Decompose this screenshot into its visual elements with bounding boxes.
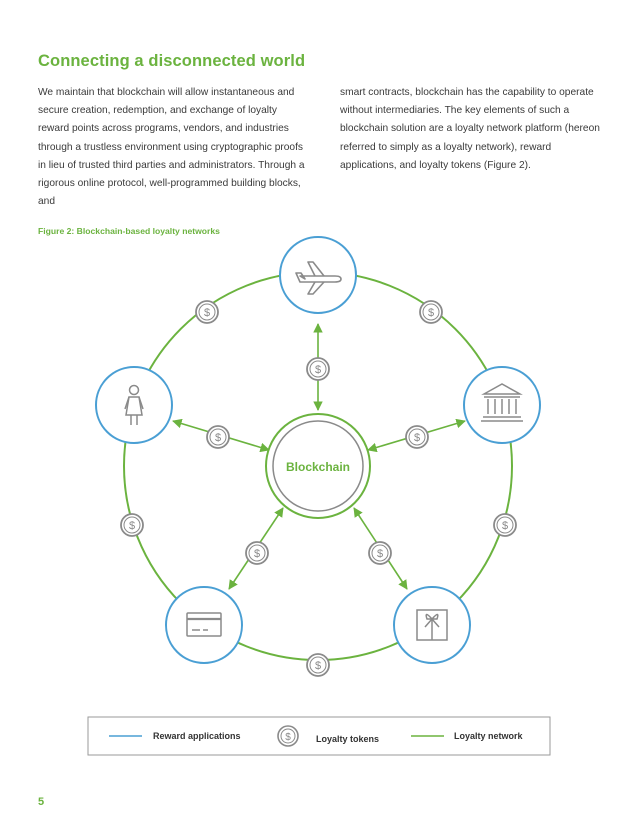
- loyalty-token: [121, 514, 143, 536]
- legend-loyalty-network: Loyalty network: [454, 731, 523, 741]
- paragraph-left: We maintain that blockchain will allow instantaneous and secure creation, redemption, and exchange of loyalty reward points across programs, vendors, and industries through a trustless environment using cryptographic proofs in lieu of trusted third parties and administrators. Through a rigorous online protocol, well-programmed building blocks, and: [38, 87, 305, 208]
- token-symbol: $: [314, 660, 322, 672]
- blockchain-hub: [266, 414, 370, 518]
- legend: [88, 717, 550, 755]
- token-symbol: $: [253, 548, 261, 560]
- loyalty-token: [207, 426, 229, 448]
- loyalty-token: [369, 542, 391, 564]
- paragraph-right: smart contracts, blockchain has the capability to operate without intermediaries. The key elements of such a blockchain solution are a loyalty network platform (hereon referred to simply as a loyalty network), reward applications, and loyalty tokens (Figure 2).: [340, 87, 600, 171]
- loyalty-token: [246, 542, 268, 564]
- loyalty-token: [196, 301, 218, 323]
- node-airline: [280, 237, 356, 313]
- token-symbol: $: [501, 520, 509, 532]
- blockchain-label: Blockchain: [285, 460, 351, 474]
- page-number: 5: [38, 796, 45, 808]
- token-symbol: $: [128, 520, 136, 532]
- node-bank: [464, 367, 540, 443]
- legend-loyalty-tokens: Loyalty tokens: [316, 734, 380, 744]
- legend-token-symbol: $: [285, 732, 291, 743]
- loyalty-token: [494, 514, 516, 536]
- loyalty-token: [307, 654, 329, 676]
- node-card: [166, 587, 242, 663]
- token-symbol: $: [214, 432, 222, 444]
- loyalty-token: [307, 358, 329, 380]
- legend-token-icon: [278, 726, 298, 746]
- legend-reward-applications: Reward applications: [153, 731, 241, 741]
- loyalty-token: [406, 426, 428, 448]
- node-gift: [394, 587, 470, 663]
- token-symbol: $: [427, 307, 435, 319]
- token-symbol: $: [314, 364, 322, 376]
- token-symbol: $: [203, 307, 211, 319]
- section-heading: Connecting a disconnected world: [38, 52, 306, 70]
- node-person: [96, 367, 172, 443]
- figure-caption: Figure 2: Blockchain-based loyalty networks: [38, 226, 220, 236]
- token-symbol: $: [413, 432, 421, 444]
- token-symbol: $: [376, 548, 384, 560]
- loyalty-token: [420, 301, 442, 323]
